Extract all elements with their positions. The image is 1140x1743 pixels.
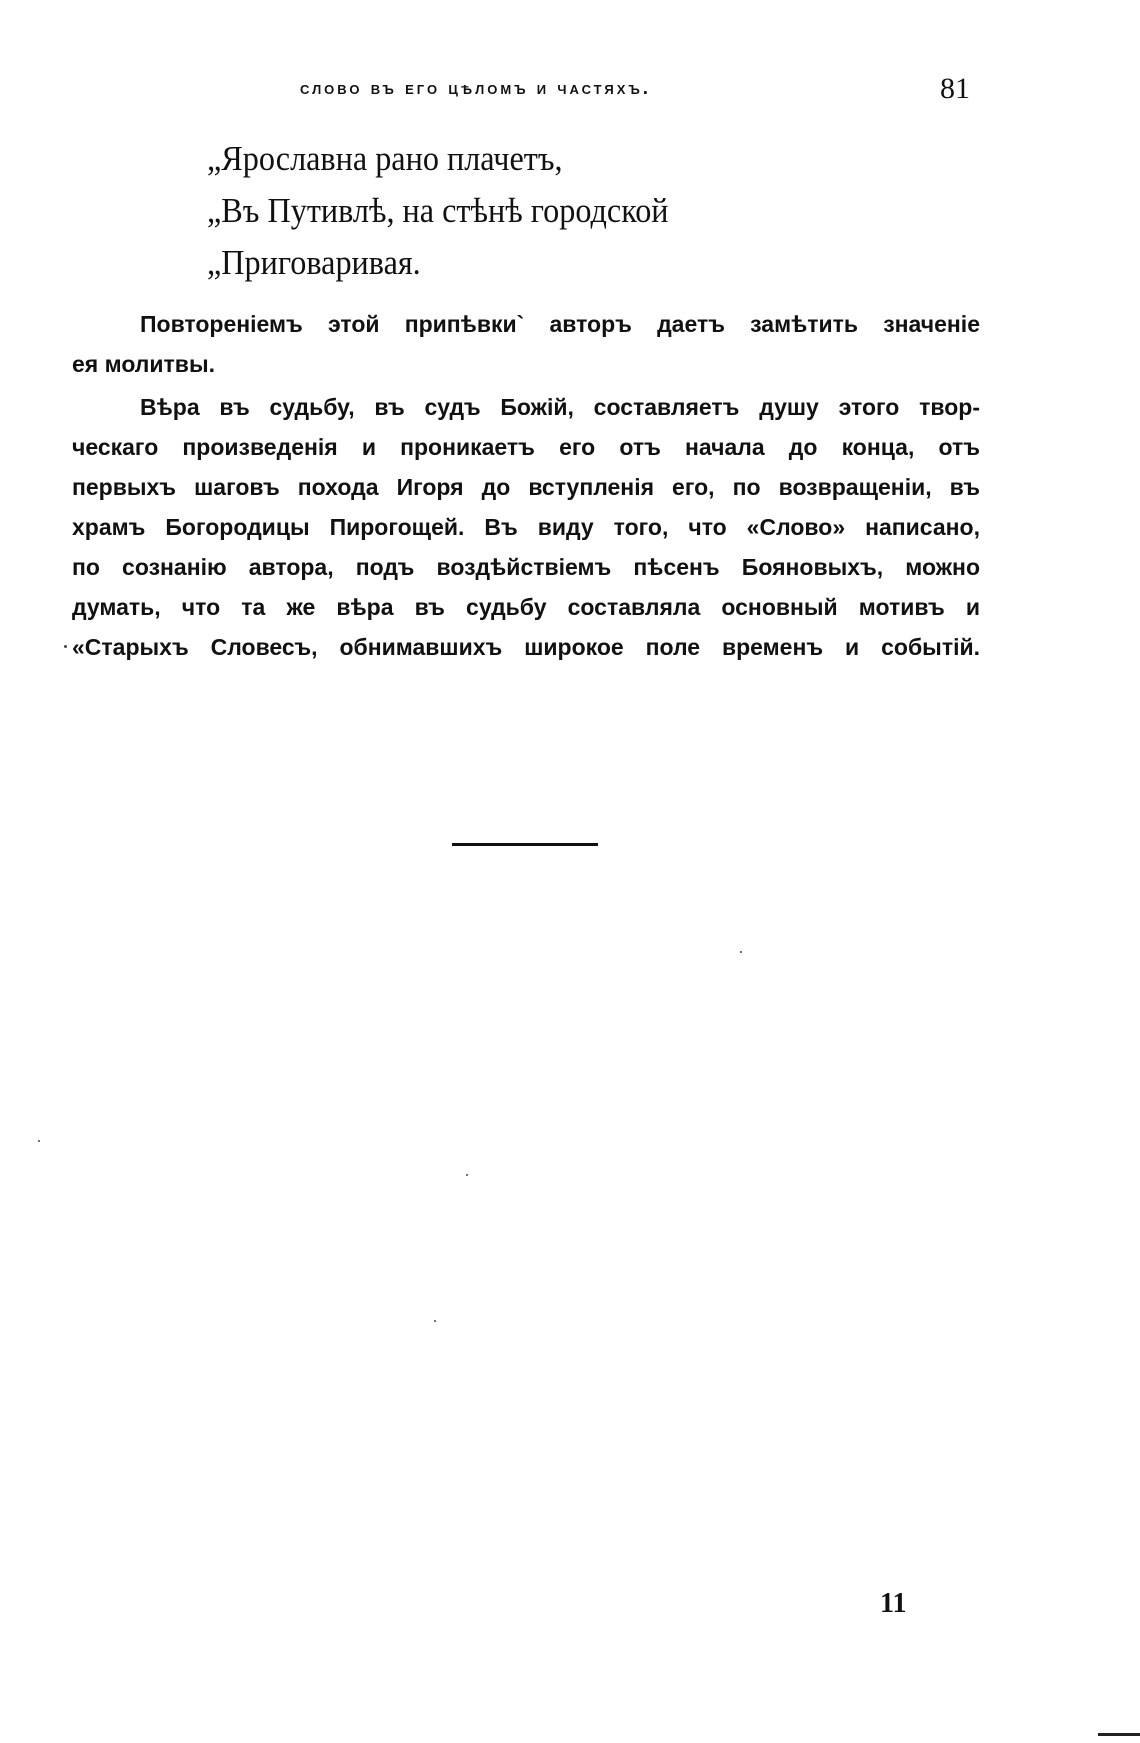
text-line: думать, что та же вѣра въ судьбу составляла основный мотивъ и xyxy=(72,594,980,620)
verse-line: „Ярославна рано плачетъ, xyxy=(207,139,563,178)
verse-line: „Въ Путивлѣ, на стѣнѣ городской xyxy=(207,191,669,230)
page-number: 81 xyxy=(940,72,970,105)
text-line: Вѣра въ судьбу, въ судъ Божій, составляетъ душу этого твор- xyxy=(140,394,980,420)
print-speck xyxy=(434,1320,436,1322)
print-speck xyxy=(466,1174,468,1176)
text-line: по сознанію автора, подъ воздѣйствіемъ пѣсенъ Бояновыхъ, можно xyxy=(72,554,980,580)
print-speck xyxy=(740,951,742,953)
text-line: ея молитвы. xyxy=(72,351,215,377)
print-speck xyxy=(64,645,67,648)
text-line: первыхъ шаговъ похода Игоря до вступленія его, по возвращеніи, въ xyxy=(72,474,980,500)
text-line: Повтореніемъ этой припѣвки` авторъ даетъ замѣтить значеніе xyxy=(140,311,980,337)
section-end-rule xyxy=(452,843,598,846)
paragraph-repetition xyxy=(72,304,980,384)
text-line: ческаго произведенія и проникаетъ его отъ начала до конца, отъ xyxy=(72,434,980,460)
running-title: слово въ его цѣломъ и частяхъ. xyxy=(300,78,652,99)
signature-mark: 11 xyxy=(880,1588,907,1619)
text-line: храмъ Богородицы Пирогощей. Въ виду того, что «Слово» написано, xyxy=(72,514,980,540)
text-line: «Старыхъ Словесъ, обнимавшихъ широкое поле временъ и событій. xyxy=(72,634,980,660)
verse-block xyxy=(207,133,907,289)
edge-mark xyxy=(1098,1733,1140,1736)
print-speck xyxy=(38,1140,40,1142)
paragraph-faith-in-fate xyxy=(72,387,980,667)
verse-line: „Приговаривая. xyxy=(207,243,421,282)
